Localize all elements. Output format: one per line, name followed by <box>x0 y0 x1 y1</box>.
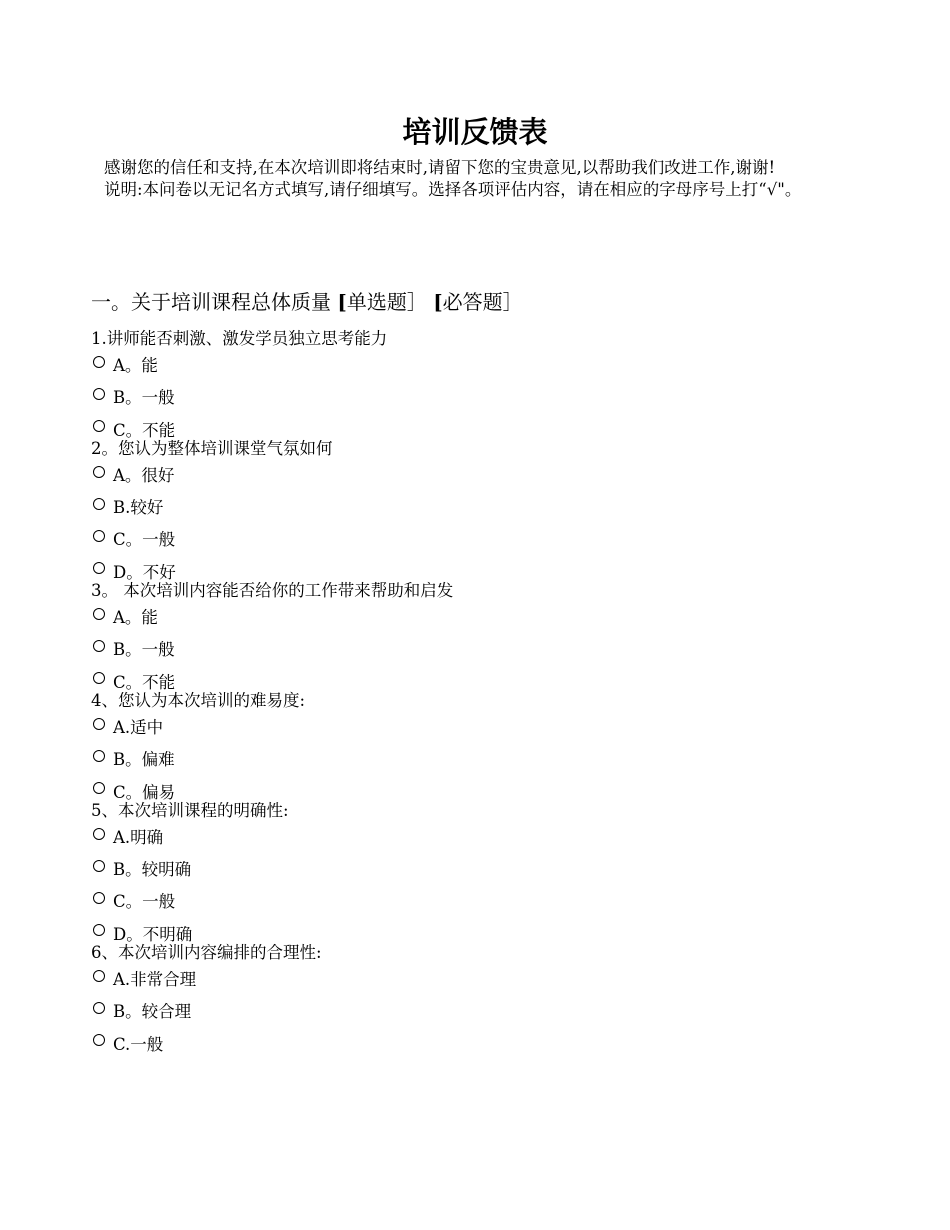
option-label: C.一般 <box>113 1035 164 1054</box>
radio-option[interactable] <box>91 460 851 492</box>
radio-circle-icon[interactable] <box>93 498 105 510</box>
radio-circle-icon[interactable] <box>93 356 105 368</box>
question-text: 6、本次培训内容编排的合理性: <box>91 943 322 962</box>
single-choice-tag: 单选题］ <box>346 290 434 314</box>
question-block <box>91 690 851 800</box>
page-title: 培训反馈表 <box>402 115 548 149</box>
radio-option[interactable] <box>91 524 851 556</box>
radio-circle-icon[interactable] <box>93 828 105 840</box>
option-label: B。较合理 <box>113 1002 192 1021</box>
radio-option[interactable] <box>91 712 851 744</box>
radio-option[interactable] <box>91 382 851 414</box>
option-label: A.明确 <box>113 828 164 847</box>
intro-text <box>104 157 844 201</box>
option-label: B。较明确 <box>113 860 192 879</box>
option-label: B。一般 <box>113 388 175 407</box>
question-text: 5、本次培训课程的明确性: <box>91 801 289 820</box>
radio-circle-icon[interactable] <box>93 608 105 620</box>
question-text: 1.讲师能否刺激、激发学员独立思考能力 <box>91 329 388 348</box>
radio-option[interactable] <box>91 634 851 666</box>
radio-circle-icon[interactable] <box>93 860 105 872</box>
radio-circle-icon[interactable] <box>93 1034 105 1046</box>
option-label: C。不能 <box>113 673 176 692</box>
option-label: B.较好 <box>113 498 164 517</box>
radio-option[interactable] <box>91 414 851 438</box>
option-label: B。偏难 <box>113 750 175 769</box>
option-label: C。一般 <box>113 892 176 911</box>
radio-option[interactable] <box>91 744 851 776</box>
radio-option[interactable] <box>91 886 851 918</box>
radio-option[interactable] <box>91 1028 851 1052</box>
question-block <box>91 438 851 580</box>
question-block <box>91 942 851 1052</box>
radio-circle-icon[interactable] <box>93 718 105 730</box>
radio-circle-icon[interactable] <box>93 750 105 762</box>
radio-circle-icon[interactable] <box>93 672 105 684</box>
option-label: A。能 <box>113 356 158 375</box>
tag-bracket: [ <box>433 290 443 314</box>
radio-circle-icon[interactable] <box>93 1002 105 1014</box>
radio-option[interactable] <box>91 776 851 800</box>
radio-circle-icon[interactable] <box>93 970 105 982</box>
survey-questions <box>91 328 851 1052</box>
required-tag: 必答题］ <box>442 290 523 314</box>
option-label: A.适中 <box>113 718 164 737</box>
option-label: A。能 <box>113 608 158 627</box>
radio-circle-icon[interactable] <box>93 420 105 432</box>
radio-option[interactable] <box>91 964 851 996</box>
radio-option[interactable] <box>91 822 851 854</box>
option-label: D。不好 <box>113 563 176 582</box>
radio-option[interactable] <box>91 492 851 524</box>
question-text: 3。 本次培训内容能否给你的工作带来帮助和启发 <box>91 581 454 600</box>
radio-option[interactable] <box>91 666 851 690</box>
radio-circle-icon[interactable] <box>93 892 105 904</box>
radio-option[interactable] <box>91 602 851 634</box>
option-label: C。一般 <box>113 530 176 549</box>
option-label: D。不明确 <box>113 925 193 944</box>
section-title: 一。关于培训课程总体质量 <box>91 290 338 314</box>
option-label: A。很好 <box>113 466 175 485</box>
intro-thanks: 感谢您的信任和支持,在本次培训即将结束时,请留下您的宝贵意见,以帮助我们改进工作,谢谢! <box>104 158 776 177</box>
radio-circle-icon[interactable] <box>93 388 105 400</box>
radio-option[interactable] <box>91 556 851 580</box>
option-label: B。一般 <box>113 640 175 659</box>
radio-circle-icon[interactable] <box>93 530 105 542</box>
radio-circle-icon[interactable] <box>93 782 105 794</box>
option-label: C。偏易 <box>113 783 176 802</box>
radio-circle-icon[interactable] <box>93 640 105 652</box>
question-text: 2。您认为整体培训课堂气氛如何 <box>91 439 333 458</box>
option-label: A.非常合理 <box>113 970 197 989</box>
question-block <box>91 800 851 942</box>
option-label: C。不能 <box>113 421 176 440</box>
radio-option[interactable] <box>91 996 851 1028</box>
radio-circle-icon[interactable] <box>93 466 105 478</box>
question-text: 4、您认为本次培训的难易度: <box>91 691 306 710</box>
tag-bracket: [ <box>337 290 347 314</box>
question-block <box>91 580 851 690</box>
radio-option[interactable] <box>91 918 851 942</box>
question-block <box>91 328 851 438</box>
radio-option[interactable] <box>91 350 851 382</box>
intro-instructions: 说明:本问卷以无记名方式填写,请仔细填写。选择各项评估内容，请在相应的字母序号上打“√"。 <box>104 180 802 199</box>
radio-option[interactable] <box>91 854 851 886</box>
radio-circle-icon[interactable] <box>93 924 105 936</box>
radio-circle-icon[interactable] <box>93 562 105 574</box>
section-heading <box>91 288 523 316</box>
